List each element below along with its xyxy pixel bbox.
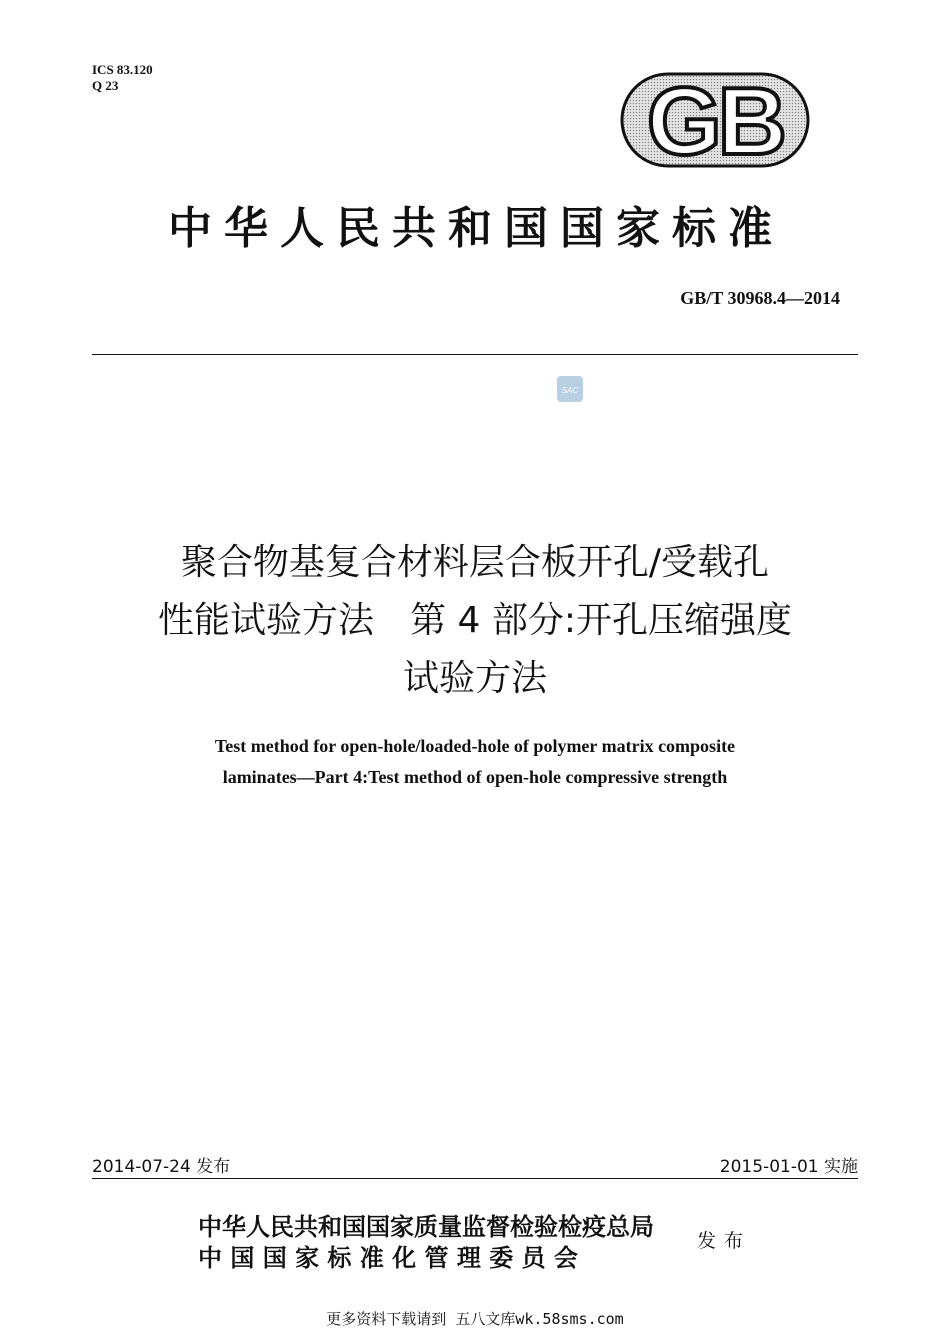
top-divider	[92, 354, 858, 355]
issuer-line-1: 中华人民共和国国家质量监督检验检疫总局	[198, 1212, 654, 1241]
sac-logo-text: SAC	[561, 386, 579, 395]
title-cn-line-1: 聚合物基复合材料层合板开孔/受载孔	[180, 542, 770, 583]
ccs-code: Q 23	[92, 78, 119, 93]
footer-download-text[interactable]: 更多资料下载请到 五八文库wk.58sms.com	[326, 1310, 624, 1328]
classification-codes	[92, 62, 153, 94]
sac-logo-icon	[557, 376, 583, 402]
bottom-divider	[92, 1178, 858, 1179]
publish-label: 发布	[697, 1230, 752, 1252]
implementation-date: 2015-01-01 实施	[719, 1157, 858, 1177]
title-en-line-1: Test method for open-hole/loaded-hole of polymer matrix composite	[214, 736, 736, 756]
gb-logo-text: GB	[647, 72, 783, 168]
title-cn-line-3: 试验方法	[402, 658, 547, 699]
standard-number: GB/T 30968.4—2014	[680, 288, 840, 308]
ics-code: ICS 83.120	[92, 62, 153, 77]
title-en-line-2: laminates—Part 4:Test method of open-hole compressive strength	[222, 767, 728, 787]
gb-logo-icon	[620, 72, 810, 168]
issue-date: 2014-07-24 发布	[92, 1157, 231, 1177]
title-cn-line-2: 性能试验方法 第 4 部分:开孔压缩强度	[158, 600, 792, 641]
issuer-line-2: 中 国 国 家 标 准 化 管 理 委 员 会	[198, 1243, 578, 1272]
national-standard-title: 中华人民共和国国家标准	[168, 203, 784, 254]
